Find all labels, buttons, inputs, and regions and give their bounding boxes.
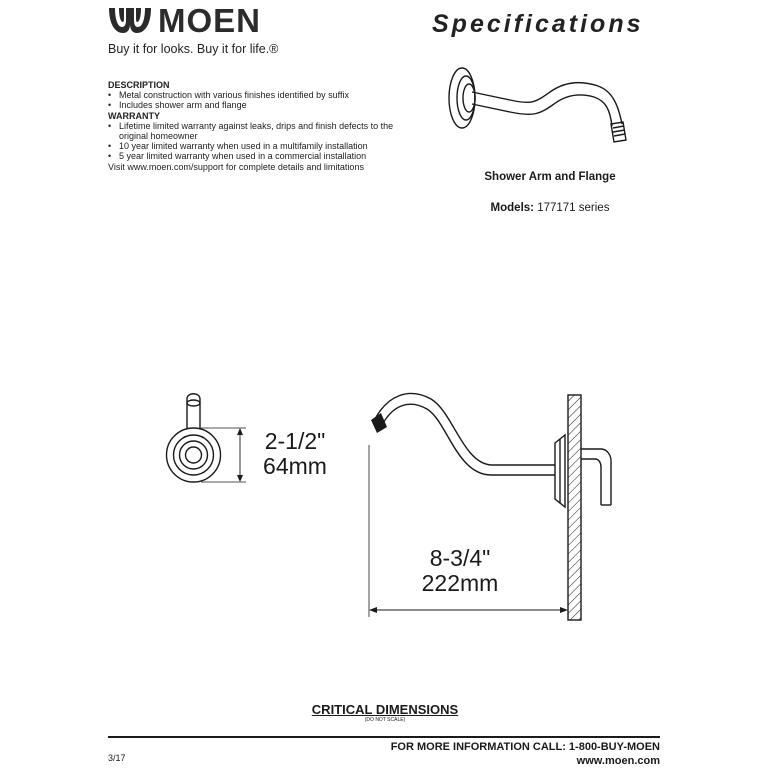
critical-dimensions-title: CRITICAL DIMENSIONS <box>311 702 459 717</box>
list-item: • 10 year limited warranty when used in a multifamily installation <box>108 141 408 151</box>
list-item: • 5 year limited warranty when used in a commercial installation <box>108 151 408 161</box>
footer-call-text: FOR MORE INFORMATION CALL: 1-800-BUY-MOEN <box>390 741 660 753</box>
moen-logo-icon <box>107 4 153 36</box>
shower-arm-illustration <box>440 62 650 162</box>
footer-divider <box>108 736 660 738</box>
footer-date: 3/17 <box>108 753 126 763</box>
models-label: Models: <box>490 202 534 214</box>
flange-side-view-diagram <box>160 385 250 485</box>
reach-inches: 8-3/4" <box>429 545 491 571</box>
flange-height-dimension <box>250 429 340 479</box>
product-name: Shower Arm and Flange <box>484 171 616 183</box>
reach-dimension <box>405 546 515 596</box>
models-value: 177171 series <box>537 202 610 214</box>
warranty-list <box>108 121 408 162</box>
brand-name: MOEN <box>158 2 261 39</box>
list-item: • Lifetime limited warranty against leaks, drips and finish defects to the original homeowner <box>108 121 408 141</box>
models-line <box>430 202 670 214</box>
flange-height-mm: 64mm <box>263 453 327 479</box>
flange-height-inches: 2-1/2" <box>264 428 326 454</box>
page-title: Specifications <box>432 10 644 38</box>
warranty-visit-text: Visit www.moen.com/support for complete details and limitations <box>108 161 364 172</box>
footer-website-link[interactable]: www.moen.com <box>576 755 660 767</box>
list-item: • Includes shower arm and flange <box>108 100 408 110</box>
description-heading: DESCRIPTION <box>108 80 170 90</box>
critical-dimensions-note: (DO NOT SCALE) <box>364 717 406 723</box>
description-list <box>108 90 408 110</box>
warranty-heading: WARRANTY <box>108 110 160 121</box>
spec-text-block <box>108 80 408 172</box>
reach-mm: 222mm <box>421 570 499 596</box>
list-item: • Metal construction with various finishes identified by suffix <box>108 90 408 100</box>
brand-tagline: Buy it for looks. Buy it for life.® <box>108 42 279 56</box>
